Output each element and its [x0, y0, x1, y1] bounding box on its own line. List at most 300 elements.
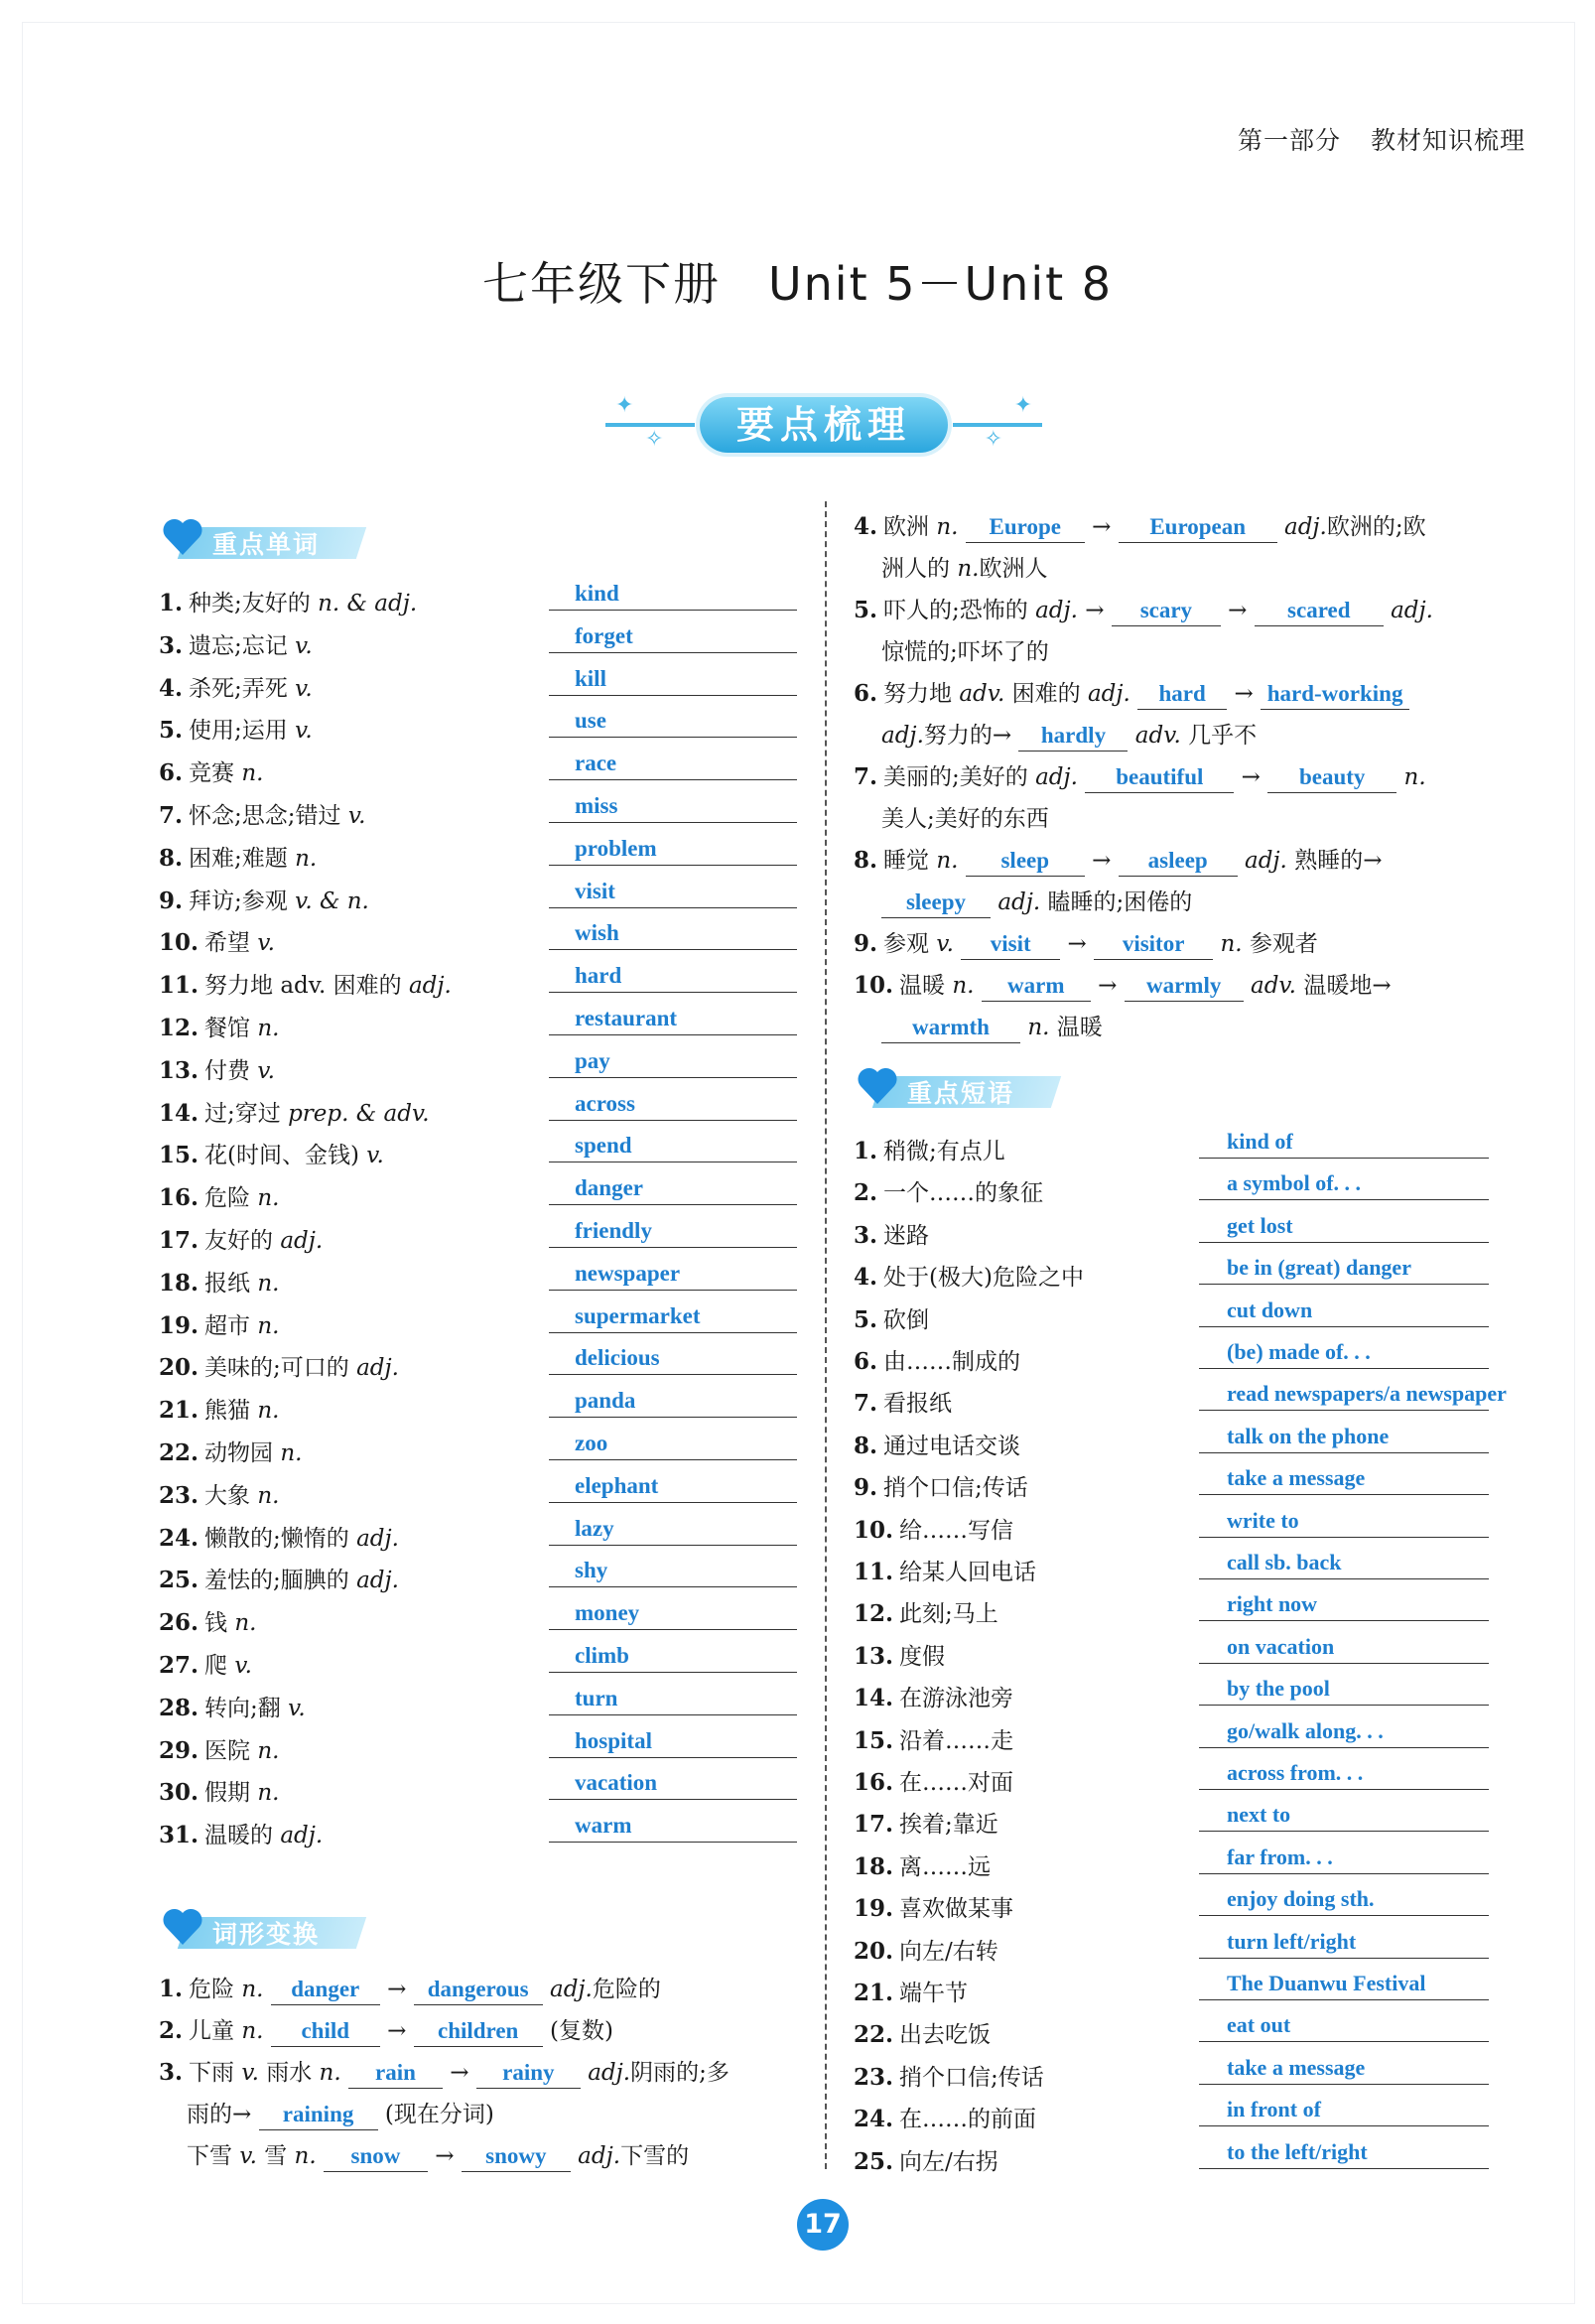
vocab-row: [159, 1259, 804, 1300]
text: 瞌睡的;困倦的: [1047, 889, 1193, 915]
phrase-row: [854, 2095, 1499, 2136]
answer-blank: go/walk along. . .: [1199, 1718, 1489, 1748]
phrase-meaning: 端午节: [899, 1981, 969, 2006]
vocab-row: [159, 1386, 804, 1428]
answer-blank: warmth: [881, 1013, 1020, 1043]
pos: adj.: [1283, 514, 1327, 540]
item-number: 24.: [854, 2106, 894, 2133]
pos: adv.: [1134, 723, 1181, 749]
vocab-row: [159, 1216, 804, 1258]
phrase-prompt: [854, 1428, 1020, 1460]
answer-blank: pay: [549, 1048, 797, 1078]
pos: n.: [257, 1482, 280, 1509]
vocab-row: [159, 791, 804, 833]
answer-blank: kind of: [1199, 1129, 1489, 1159]
answer-blank: asleep: [1119, 846, 1238, 877]
vocab-row: [159, 1046, 804, 1088]
pos: n.: [280, 1440, 303, 1466]
item-number: 9.: [854, 1474, 878, 1502]
pos: n.: [257, 1398, 280, 1425]
vocab-meaning: 付费: [204, 1057, 251, 1084]
answer-blank: children: [414, 2016, 543, 2047]
vocab-row: [159, 1471, 804, 1513]
answer-blank: sleepy: [881, 888, 991, 918]
vocab-row: [159, 1768, 804, 1810]
item-number: 3.: [854, 1221, 878, 1249]
wordform-item-8-line2: [881, 882, 1192, 923]
phrase-row: [854, 1716, 1499, 1758]
item-number: 12.: [854, 1600, 894, 1628]
vocab-prompt: [159, 1732, 279, 1765]
phrase-row: [854, 1843, 1499, 1884]
text: (现在分词): [384, 2102, 494, 2127]
wordform-item-6-line2: [881, 715, 1257, 756]
answer-blank: restaurant: [549, 1006, 797, 1035]
vocab-prompt: [159, 1349, 399, 1382]
phrase-prompt: [854, 2059, 1044, 2092]
answer-blank: friendly: [549, 1218, 797, 1248]
answer-blank: be in (great) danger: [1199, 1255, 1489, 1285]
phrase-meaning: 给某人回电话: [899, 1560, 1037, 1585]
phrase-prompt: [854, 1890, 1013, 1923]
vocab-meaning: 超市: [204, 1312, 251, 1339]
wordform-item-4: 4. 欧洲 n. Europe → European adj.欧洲的;欧: [854, 506, 1426, 548]
vocab-meaning: 种类;友好的: [189, 591, 311, 616]
answer-blank: beautiful: [1085, 762, 1234, 793]
text: 危险的: [592, 1977, 661, 2002]
heading-label: 重点单词: [212, 530, 321, 559]
answer-blank: zoo: [549, 1431, 797, 1460]
vocab-row: [159, 749, 804, 790]
vocab-row: [159, 1004, 804, 1045]
phrase-prompt: [854, 1933, 998, 1966]
vocab-meaning: 希望: [204, 930, 251, 957]
item-number: 17.: [854, 1811, 894, 1839]
phrase-row: [854, 1589, 1499, 1631]
answer-blank: use: [549, 708, 797, 738]
pos: adj.: [1391, 598, 1433, 623]
answer-blank: warm: [549, 1813, 797, 1843]
phrase-meaning: 由……制成的: [883, 1349, 1021, 1375]
phrase-prompt: [854, 1301, 929, 1334]
vocab-meaning: 假期: [204, 1780, 251, 1807]
phrase-prompt: [854, 2143, 998, 2176]
answer-blank: visit: [549, 879, 797, 908]
answer-blank: miss: [549, 793, 797, 823]
pos: n.: [319, 2060, 341, 2086]
wordform-item-8: 8. 睡觉 n. sleep → asleep adj. 熟睡的→: [854, 840, 1382, 882]
answer-blank: snow: [324, 2141, 428, 2172]
phrase-prompt: [854, 1343, 1020, 1376]
answer-blank: forget: [549, 623, 797, 653]
item-number: 6.: [854, 1348, 878, 1375]
pos: adj.: [356, 1525, 399, 1552]
wordform-item-3-line2: [187, 2094, 494, 2135]
answer-blank: next to: [1199, 1802, 1489, 1832]
phrase-prompt: [854, 1469, 1028, 1502]
item-number: 4.: [854, 1264, 878, 1292]
pos: n.: [257, 1780, 280, 1807]
answer-blank: wish: [549, 920, 797, 950]
item-number: 9.: [854, 930, 878, 957]
pos: v.: [288, 1695, 306, 1721]
phrase-row: [854, 1969, 1499, 2010]
section-heading-vocab: [161, 521, 379, 561]
pos: v.: [257, 1057, 275, 1084]
pos: adj.: [1244, 848, 1287, 874]
answer-blank: enjoy doing sth.: [1199, 1886, 1489, 1916]
answer-blank: shy: [549, 1558, 797, 1587]
section-heading-phrases: [856, 1070, 1074, 1110]
vocab-meaning: 过;穿过: [204, 1100, 281, 1127]
answer-blank: by the pool: [1199, 1676, 1489, 1706]
phrase-meaning: 砍倒: [883, 1306, 930, 1333]
item-number: 20.: [159, 1354, 199, 1382]
pos: v.: [347, 803, 366, 829]
vocab-meaning: 遗忘;忘记: [189, 632, 288, 659]
wordform-item-1: 1. 危险 n. danger → dangerous adj.危险的: [159, 1969, 661, 2010]
phrase-row: [854, 1800, 1499, 1842]
pos: adv.: [1250, 973, 1296, 999]
vocab-prompt: [159, 883, 369, 915]
answer-blank: sleep: [966, 846, 1085, 877]
phrase-row: [854, 1463, 1499, 1505]
wordform-item-5: 5. 吓人的;恐怖的 adj. → scary → scared adj.: [854, 590, 1433, 631]
text: 吓人的;恐怖的: [883, 598, 1028, 623]
item-number: 3.: [159, 2059, 184, 2086]
vocab-row: [159, 1089, 804, 1131]
answer-blank: turn: [549, 1686, 797, 1715]
pos: n.: [936, 514, 959, 540]
vocab-meaning: 熊猫: [204, 1398, 251, 1425]
pos: v.: [234, 1653, 252, 1679]
answer-blank: read newspapers/a newspaper: [1199, 1381, 1489, 1411]
answer-blank: newspaper: [549, 1261, 797, 1291]
answer-blank: problem: [549, 836, 797, 866]
phrase-meaning: 迷路: [883, 1222, 930, 1249]
vocab-meaning: 美味的;可口的: [204, 1355, 349, 1382]
section-banner: [605, 387, 1042, 463]
heading-label: 词形变换: [212, 1920, 321, 1949]
answer-blank: warm: [982, 971, 1091, 1002]
heart-icon: [161, 515, 204, 559]
text: 欧洲的;欧: [1326, 514, 1426, 540]
phrase-row: [854, 2137, 1499, 2179]
pos: n.: [1220, 931, 1243, 957]
answer-blank: race: [549, 751, 797, 780]
phrase-prompt: [854, 2101, 1036, 2133]
item-number: 14.: [854, 1685, 894, 1712]
phrase-meaning: 此刻;马上: [899, 1601, 998, 1628]
pos: n.: [295, 845, 318, 872]
pos: n.: [1403, 764, 1426, 790]
item-number: 10.: [854, 1516, 894, 1544]
vocab-row: [159, 1641, 804, 1683]
phrase-meaning: 出去吃饭: [899, 2022, 992, 2049]
vocab-row: [159, 834, 804, 876]
vocab-meaning: 爬: [204, 1653, 228, 1679]
answer-blank: spend: [549, 1133, 797, 1162]
answer-blank: elephant: [549, 1473, 797, 1503]
phrase-prompt: [854, 1680, 1013, 1712]
answer-blank: European: [1119, 512, 1277, 543]
wordform-item-3-line3: 下雪 v. 雪 n. snow → snowy adj.下雪的: [187, 2135, 689, 2177]
text: 睡觉: [883, 848, 930, 874]
text: 阴雨的;多: [630, 2060, 730, 2086]
item-number: 23.: [159, 1481, 199, 1509]
wordform-item-6: 6. 努力地 adv. 困难的 adj. hard → hard-working: [854, 673, 1409, 715]
item-number: 5.: [854, 1305, 878, 1333]
vocab-row: [159, 1343, 804, 1385]
wordform-item-3: 3. 下雨 v. 雨水 n. rain → rainy adj.阴雨的;多: [159, 2052, 730, 2094]
text: 困难的: [1011, 681, 1081, 707]
phrase-meaning: 沿着……走: [899, 1727, 1014, 1754]
pos: v. & n.: [295, 888, 369, 914]
phrase-meaning: 捎个口信;传话: [899, 2064, 1044, 2091]
vocab-row: [159, 579, 804, 620]
item-number: 6.: [159, 759, 184, 787]
star-icon: ✦: [615, 393, 634, 418]
phrase-prompt: [854, 1385, 952, 1418]
text: 下雨: [189, 2060, 235, 2086]
vocab-meaning: 友好的: [204, 1228, 274, 1254]
text: 几乎不: [1188, 723, 1258, 749]
vocab-prompt: [159, 627, 313, 660]
item-number: 11.: [159, 972, 199, 1000]
page-title: 七年级下册 Unit 5－Unit 8: [481, 257, 1114, 311]
item-number: 2.: [159, 2017, 184, 2044]
header-part: 第一部分: [1237, 126, 1341, 155]
phrase-prompt: [854, 2016, 991, 2049]
pos: n.: [952, 973, 975, 999]
vocab-meaning: 拜访;参观: [189, 888, 288, 914]
item-number: 15.: [159, 1142, 199, 1169]
column-divider: [825, 501, 827, 2169]
phrase-prompt: [854, 1806, 998, 1839]
pos: v.: [239, 2143, 257, 2169]
text: 危险: [189, 1977, 235, 2002]
phrase-row: [854, 1758, 1499, 1800]
item-number: 25.: [854, 2147, 894, 2175]
vocab-row: [159, 1429, 804, 1470]
pos: adj.: [356, 1568, 399, 1594]
vocab-prompt: [159, 1265, 279, 1298]
pos: adj.: [408, 973, 452, 1000]
vocab-meaning: 竞赛: [189, 760, 235, 787]
vocab-prompt: [159, 1647, 252, 1680]
pos: v.: [241, 2060, 259, 2086]
item-number: 31.: [159, 1822, 199, 1849]
pos: adj.: [280, 1228, 324, 1254]
text: 参观者: [1249, 931, 1318, 957]
item-number: 21.: [854, 1980, 894, 2006]
text: 雨的→: [187, 2102, 252, 2127]
answer-blank: money: [549, 1600, 797, 1630]
vocab-meaning: 大象: [204, 1482, 251, 1509]
item-number: 7.: [854, 763, 878, 790]
phrase-row: [854, 1211, 1499, 1253]
answer-blank: talk on the phone: [1199, 1424, 1489, 1453]
pos: v.: [295, 632, 313, 659]
item-number: 8.: [854, 847, 878, 874]
pos: v.: [366, 1143, 384, 1169]
wordform-item-2: 2. 儿童 n. child → children (复数): [159, 2010, 613, 2052]
vocab-prompt: [159, 1052, 275, 1085]
wordform-item-5-line2: [881, 631, 1049, 673]
text: 下雪: [187, 2143, 232, 2169]
phrase-meaning: 喜欢做某事: [899, 1896, 1014, 1923]
vocab-meaning: 餐馆: [204, 1016, 251, 1041]
phrase-prompt: [854, 1722, 1013, 1755]
vocab-row: [159, 1131, 804, 1172]
phrase-prompt: [854, 1595, 998, 1628]
pos: adj.: [578, 2143, 621, 2169]
phrase-row: [854, 1548, 1499, 1589]
phrase-prompt: [854, 1638, 945, 1671]
item-number: 13.: [159, 1056, 199, 1084]
vocab-meaning: 温暖的: [204, 1823, 274, 1849]
answer-blank: snowy: [462, 2141, 571, 2172]
item-number: 7.: [159, 802, 184, 829]
item-number: 14.: [159, 1099, 199, 1127]
pos: adv.: [959, 681, 1005, 707]
answer-blank: scary: [1112, 596, 1221, 626]
item-number: 15.: [854, 1726, 894, 1754]
heart-icon: [856, 1064, 899, 1108]
item-number: 22.: [854, 2021, 894, 2049]
answer-blank: turn left/right: [1199, 1929, 1489, 1959]
phrase-prompt: [854, 1975, 968, 2007]
phrase-meaning: 向左/右拐: [899, 2148, 998, 2175]
phrase-row: [854, 1168, 1499, 1210]
item-number: 3.: [159, 631, 184, 659]
pos: n.: [1027, 1015, 1050, 1040]
answer-blank: far from. . .: [1199, 1845, 1489, 1874]
item-number: 22.: [159, 1439, 199, 1466]
answer-blank: kill: [549, 666, 797, 696]
answer-blank: a symbol of. . .: [1199, 1170, 1489, 1200]
text: 参观: [883, 931, 930, 957]
vocab-prompt: [159, 1477, 279, 1510]
phrase-meaning: 在……对面: [899, 1770, 1014, 1796]
phrase-row: [854, 1127, 1499, 1168]
vocab-meaning: 转向;翻: [204, 1695, 281, 1721]
star-icon: ✧: [645, 427, 664, 452]
item-number: 18.: [159, 1269, 199, 1297]
vocab-prompt: [159, 1307, 279, 1340]
answer-blank: hard: [549, 963, 797, 993]
pos: v.: [295, 718, 313, 745]
answer-blank: lazy: [549, 1516, 797, 1546]
vocab-meaning: 努力地 adv. 困难的: [204, 973, 402, 1000]
text: 熟睡的→: [1294, 848, 1383, 874]
item-number: 8.: [159, 844, 184, 872]
phrase-prompt: [854, 1259, 1084, 1292]
item-number: 11.: [854, 1559, 894, 1585]
vocab-prompt: [159, 712, 313, 745]
item-number: 27.: [159, 1652, 199, 1679]
pos: adj.: [1087, 681, 1130, 707]
wordform-item-9: 9. 参观 v. visit → visitor n. 参观者: [854, 923, 1318, 965]
answer-blank: cut down: [1199, 1298, 1489, 1327]
running-header: [1208, 121, 1526, 157]
pos: adj.: [997, 889, 1041, 915]
pos: n.: [241, 760, 264, 787]
answer-blank: danger: [271, 1975, 380, 2005]
vocab-meaning: 懒散的;懒惰的: [204, 1525, 349, 1552]
answer-blank: (be) made of. . .: [1199, 1339, 1489, 1369]
header-section: 教材知识梳理: [1370, 126, 1526, 155]
text: 努力地: [883, 681, 953, 707]
answer-blank: rain: [348, 2058, 443, 2089]
star-icon: ✧: [984, 427, 1002, 452]
wordform-item-7: 7. 美丽的;美好的 adj. beautiful → beauty n.: [854, 756, 1426, 798]
text: 温暖: [1056, 1015, 1103, 1040]
item-number: 30.: [159, 1779, 199, 1807]
pos: adj.: [1035, 764, 1078, 790]
vocab-meaning: 花(时间、金钱): [204, 1143, 359, 1169]
pos: n.: [257, 1016, 280, 1041]
item-number: 1.: [159, 1976, 184, 2002]
text: 惊慌的;吓坏了的: [881, 639, 1049, 665]
text: 温暖: [899, 973, 946, 999]
item-number: 10.: [854, 972, 894, 999]
vocab-row: [159, 1514, 804, 1556]
answer-blank: The Duanwu Festival: [1199, 1971, 1489, 2000]
vocab-prompt: [159, 967, 452, 1000]
item-number: 18.: [854, 1852, 894, 1880]
answer-blank: rainy: [476, 2058, 581, 2089]
pos: adj.: [356, 1355, 399, 1382]
answer-blank: panda: [549, 1388, 797, 1418]
answer-blank: visit: [961, 929, 1060, 960]
item-number: 29.: [159, 1736, 199, 1764]
answer-blank: vacation: [549, 1770, 797, 1800]
vocab-prompt: [159, 670, 313, 703]
answer-blank: hard: [1137, 679, 1227, 710]
answer-blank: on vacation: [1199, 1634, 1489, 1664]
section-heading-wordforms: [161, 1911, 379, 1951]
vocab-row: [159, 877, 804, 918]
pos: n.: [257, 1185, 280, 1212]
vocab-prompt: [159, 1095, 430, 1128]
item-number: 16.: [854, 1769, 894, 1796]
pos: n.: [957, 556, 980, 582]
text: 雪: [264, 2143, 288, 2169]
vocab-prompt: [159, 1010, 279, 1042]
item-number: 28.: [159, 1694, 199, 1721]
answer-blank: raining: [259, 2100, 378, 2130]
answer-blank: across: [549, 1091, 797, 1121]
vocab-prompt: [159, 1179, 279, 1212]
text: 美丽的;美好的: [883, 764, 1028, 790]
vocab-prompt: [159, 1690, 306, 1722]
answer-blank: right now: [1199, 1591, 1489, 1621]
vocab-row: [159, 1811, 804, 1852]
phrase-prompt: [854, 1174, 1043, 1207]
vocab-row: [159, 706, 804, 748]
answer-blank: beauty: [1267, 762, 1396, 793]
item-number: 19.: [854, 1895, 894, 1923]
phrase-meaning: 看报纸: [883, 1391, 953, 1418]
wordform-item-10-line2: [881, 1007, 1103, 1048]
answer-blank: climb: [549, 1643, 797, 1673]
vocab-prompt: [159, 1562, 399, 1594]
pos: n.: [257, 1312, 280, 1339]
item-number: 20.: [854, 1937, 894, 1965]
item-number: 7.: [854, 1390, 878, 1418]
answer-blank: call sb. back: [1199, 1550, 1489, 1579]
